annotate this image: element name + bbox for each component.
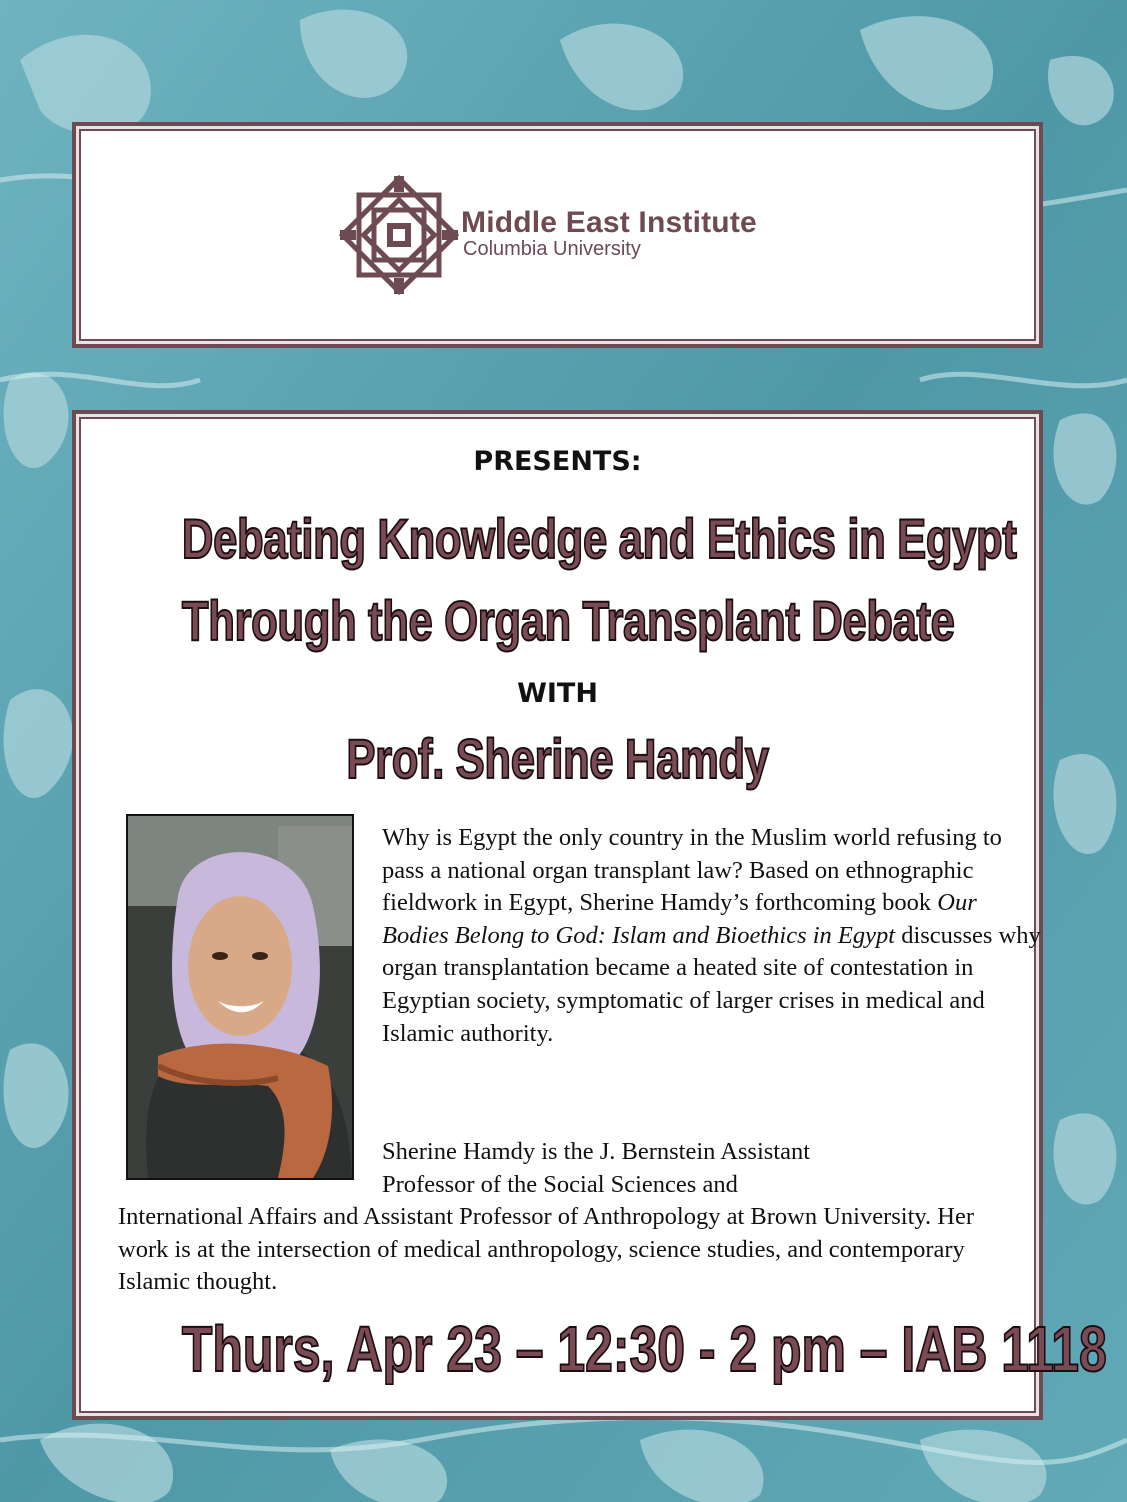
abstract-text-start: Why is Egypt the only country in the Muslim world refusing to pass a national organ transplant law? Based on ethnographic fieldwork in Egypt, Sherine Hamdy’s forthcoming book bbox=[382, 824, 1002, 917]
event-abstract bbox=[382, 822, 1042, 1050]
speaker-bio bbox=[118, 1136, 1018, 1299]
bio-line-2: Professor of the Social Sciences and bbox=[382, 1170, 738, 1198]
event-date-time-location: Thurs, Apr 23 – 12:30 - 2 pm – IAB 1118 bbox=[181, 1313, 1107, 1385]
bio-rest: International Affairs and Assistant Professor of Anthropology at Brown University. Her work is at the intersection of medical anthropology, science studies, and contemporary Islamic thought. bbox=[118, 1203, 975, 1296]
with-label: WITH bbox=[517, 678, 598, 709]
speaker-photo bbox=[126, 814, 354, 1180]
logo-panel bbox=[72, 122, 1043, 348]
university-name: Columbia University bbox=[463, 238, 641, 260]
institute-name: Middle East Institute bbox=[461, 206, 757, 239]
event-title-line-1: Debating Knowledge and Ethics in Egypt bbox=[181, 507, 1017, 570]
event-panel bbox=[72, 410, 1107, 1420]
event-title-line-2: Through the Organ Transplant Debate bbox=[181, 589, 955, 652]
speaker-name: Prof. Sherine Hamdy bbox=[346, 727, 769, 790]
presents-label: PRESENTS: bbox=[473, 446, 642, 477]
eight-point-star-icon bbox=[332, 168, 466, 302]
abstract-text-end: discusses why organ transplantation became a heated site of contestation in Egyptian society, symptomatic of larger crises in medical and Islamic authority. bbox=[382, 921, 1041, 1047]
book-title: Our Bodies Belong to God: Islam and Bioethics in Egypt bbox=[382, 889, 977, 949]
institute-logo[interactable] bbox=[332, 168, 802, 302]
bio-line-1: Sherine Hamdy is the J. Bernstein Assistant bbox=[382, 1138, 811, 1165]
